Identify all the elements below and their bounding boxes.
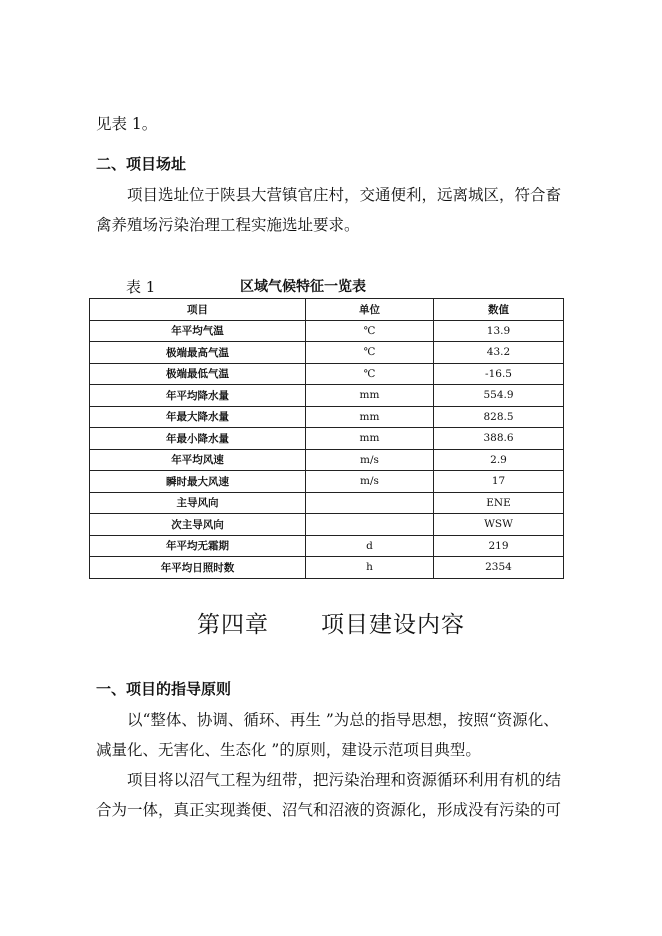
row-value: 13.9 xyxy=(434,320,564,342)
row-item: 次主导风向 xyxy=(90,514,306,536)
row-item: 年平均风速 xyxy=(90,449,306,471)
row-value: 219 xyxy=(434,535,564,557)
table-title: 区域气候特征一览表 xyxy=(240,279,366,295)
row-unit: ℃ xyxy=(306,363,434,385)
section-heading-site: 二、项目场址 xyxy=(96,155,187,173)
row-unit: ℃ xyxy=(306,342,434,364)
table-row xyxy=(90,406,564,428)
row-item: 年最大降水量 xyxy=(90,406,306,428)
row-value: -16.5 xyxy=(434,363,564,385)
row-unit xyxy=(306,492,434,514)
row-value: 2354 xyxy=(434,557,564,579)
table-row xyxy=(90,492,564,514)
row-unit: mm xyxy=(306,428,434,450)
header-value: 数值 xyxy=(434,299,564,321)
row-unit: m/s xyxy=(306,471,434,493)
principles-paragraph-1-line-2: 减量化、无害化、生态化 ”的原则，建设示范项目典型。 xyxy=(96,741,481,759)
chapter-heading xyxy=(0,606,662,639)
table-row xyxy=(90,320,564,342)
table-row xyxy=(90,363,564,385)
row-item: 极端最低气温 xyxy=(90,363,306,385)
row-unit: m/s xyxy=(306,449,434,471)
header-unit: 单位 xyxy=(306,299,434,321)
intro-tail-text: 见表 1。 xyxy=(96,115,158,133)
row-item: 年平均无霜期 xyxy=(90,535,306,557)
table-row xyxy=(90,385,564,407)
row-value: 2.9 xyxy=(434,449,564,471)
row-value: WSW xyxy=(434,514,564,536)
row-unit: h xyxy=(306,557,434,579)
principles-paragraph-1-line-1: 以“整体、协调、循环、再生 ”为总的指导思想，按照“资源化、 xyxy=(127,711,559,729)
table-row xyxy=(90,342,564,364)
row-item: 主导风向 xyxy=(90,492,306,514)
row-value: 554.9 xyxy=(434,385,564,407)
row-unit: mm xyxy=(306,406,434,428)
row-item: 极端最高气温 xyxy=(90,342,306,364)
principles-paragraph-2-line-1: 项目将以沼气工程为纽带，把污染治理和资源循环利用有机的结 xyxy=(127,771,562,789)
chapter-title: 项目建设内容 xyxy=(321,612,465,638)
table-row xyxy=(90,428,564,450)
section-heading-principles: 一、项目的指导原则 xyxy=(96,680,232,698)
row-item: 年平均气温 xyxy=(90,320,306,342)
principles-paragraph-2-line-2: 合为一体，真正实现粪便、沼气和沼液的资源化，形成没有污染的可 xyxy=(96,801,562,819)
table-row xyxy=(90,449,564,471)
row-unit: d xyxy=(306,535,434,557)
row-item: 瞬时最大风速 xyxy=(90,471,306,493)
row-value: 828.5 xyxy=(434,406,564,428)
chapter-number: 第四章 xyxy=(197,612,269,638)
row-value: 17 xyxy=(434,471,564,493)
table-row xyxy=(90,557,564,579)
site-paragraph-line-2: 禽养殖场污染治理工程实施选址要求。 xyxy=(96,216,360,234)
site-paragraph-line-1: 项目选址位于陕县大营镇官庄村，交通便利，远离城区，符合畜 xyxy=(127,186,562,204)
table-row xyxy=(90,471,564,493)
table-header-row xyxy=(90,299,564,321)
header-item: 项目 xyxy=(90,299,306,321)
row-unit: mm xyxy=(306,385,434,407)
row-item: 年平均降水量 xyxy=(90,385,306,407)
row-value: ENE xyxy=(434,492,564,514)
row-item: 年平均日照时数 xyxy=(90,557,306,579)
row-value: 43.2 xyxy=(434,342,564,364)
climate-table xyxy=(89,298,564,579)
row-unit xyxy=(306,514,434,536)
row-item: 年最小降水量 xyxy=(90,428,306,450)
table-label: 表 1 xyxy=(126,278,156,296)
table-row xyxy=(90,514,564,536)
table-row xyxy=(90,535,564,557)
row-unit: ℃ xyxy=(306,320,434,342)
row-value: 388.6 xyxy=(434,428,564,450)
